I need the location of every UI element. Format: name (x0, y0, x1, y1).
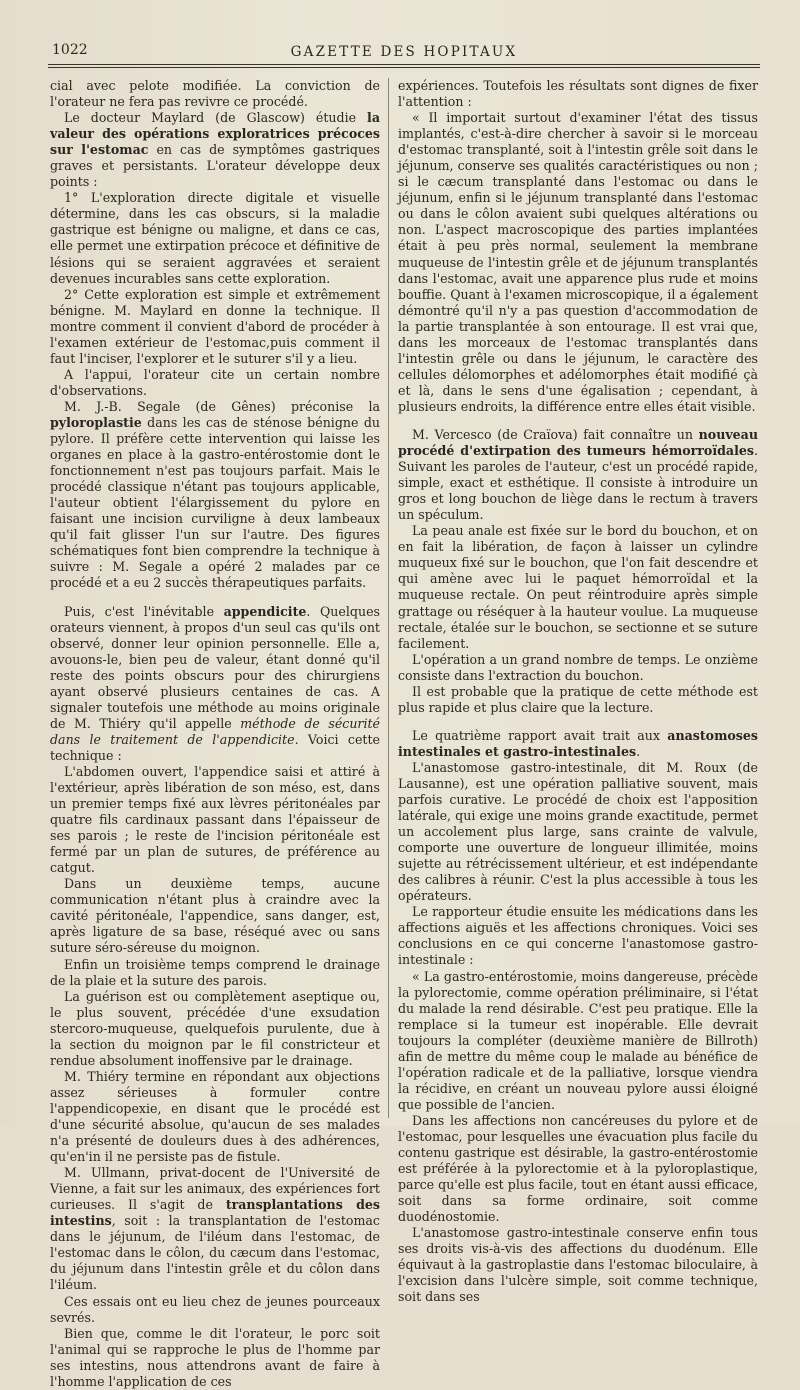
paragraph (50, 287, 380, 367)
paragraph (50, 764, 380, 876)
running-title: GAZETTE DES HOPITAUX (290, 44, 518, 60)
column-divider (388, 78, 389, 1118)
paragraph (50, 1165, 380, 1293)
text-run: 2° Cette exploration est simple et extrêmement bénigne. M. Maylard en donne la technique. Il montre comment il convient d'abord de procéder à l'examen extérieur de l'estomac,puis comment il faut l'inciser, l'explorer et le suturer s'il y a lieu. (50, 286, 380, 366)
bold-topic: transplantations des intestins (50, 1197, 380, 1229)
text-run: dans les cas de sténose bénigne du pylore. Il préfère cette intervention qui laisse les organes en place à la gastro-entérostomie dont le fonctionnement n'est pas toujours parfait. Mais le procédé classique n'étant pas toujours applicable, l'auteur obtient l'élargissement du pylore en faisant une incision curviligne à deux lambeaux qu'il fait glisser l'un sur l'autre. Des figures schématiques font bien comprendre la technique à suivre : M. Segale a opéré 2 malades par ce procédé et a eu 2 succès thérapeutiques parfaits. (50, 414, 380, 591)
text-run: 1° L'exploration directe digitale et visuelle détermine, dans les cas obscurs, si la maladie gastrique est bénigne ou maligne, et dans ce cas, elle permet une extirpation précoce et définitive de lésions qui se seraient aggravées et seraient devenues incurables sans cette exploration. (50, 190, 380, 286)
text-run: Le quatrième rapport avait trait aux (412, 727, 668, 743)
text-run: expériences. Toutefois les résultats sont dignes de fixer l'attention : (398, 78, 758, 110)
paragraph (398, 728, 758, 760)
text-run: cial avec pelote modifiée. La conviction de l'orateur ne fera pas revivre ce procédé. (50, 78, 380, 110)
text-run: . Voici cette technique : (50, 731, 380, 763)
header-rule (48, 64, 760, 65)
bold-topic: pyloroplastie (50, 414, 142, 430)
text-run: « Il importait surtout d'examiner l'état des tissus implantés, c'est-à-dire chercher à savoir si le morceau d'estomac transplanté, soit à l'intestin grêle soit dans le jéjunum, conserve ses qualités caractéristiques ou non ; si le cæcum transplanté dans l'estomac ou dans le jéjunum, enfin si le jéjunum transplanté dans l'estomac ou dans le côlon avaient subi quelques altérations ou non. L'aspect macroscopique des parties implantées était à peu près normal, seulement la membrane muqueuse de l'intestin grêle et de jéjunum transplantés dans l'estomac, avait une apparence plus rude et moins bouffie. Quant à l'examen microscopique, il a également démontré qu'il n'y a pas question d'accommodation de la partie transplantée à son entourage. Il est vrai que, dans les morceaux de l'estomac transplantés dans l'intestin grêle ou dans le jéjunum, le caractère des cellules délomorphes et adélomorphes était modifié çà et là, dans le sens d'une égalisation ; cependant, à plusieurs endroits, la différence entre elles était visible. (398, 110, 758, 414)
page-number: 1022 (52, 42, 88, 58)
text-run: M. Vercesco (de Craïova) fait connaître un (412, 426, 699, 442)
paragraph (50, 1294, 380, 1326)
text-run: . Quelques orateurs viennent, à propos d'un seul cas qu'ils ont observé, donner leur opinion personnelle. Elle a, avouons-le, bien peu de valeur, étant donné qu'il reste des points obscurs pour des chirurgiens ayant observé plusieurs centaines de cas. A signaler toutefois une méthode au moins originale de M. Thiéry qu'il appelle (50, 603, 380, 731)
text-run: M. J.-B. Segale (de Gênes) préconise la (64, 398, 380, 414)
text-run: Dans les affections non cancéreuses du pylore et de l'estomac, pour lesquelles une évacuation plus facile du contenu gastrique est désirable, la gastro-entérostomie est préférée à la pylorectomie et à la pyloroplastique, parce qu'elle est plus facile, tout en étant aussi efficace, soit dans sa forme ordinaire, soit comme duodénostomie. (398, 1112, 758, 1225)
paragraph (50, 876, 380, 956)
text-run: M. Thiéry termine en répondant aux objections assez sérieuses à formuler contre l'appendicopexie, en disant que le procédé est d'une sécurité absolue, qu'aucun de ses malades n'a présenté de douleurs dues à des adhérences, qu'en'in il ne persiste pas de fistule. (50, 1068, 380, 1165)
paragraph (50, 110, 380, 190)
paragraph (398, 904, 758, 968)
text-run: Ces essais ont eu lieu chez de jeunes pourceaux sevrés. (50, 1293, 380, 1325)
text-run: L'abdomen ouvert, l'appendice saisi et attiré à l'extérieur, après libération de son méso, est, dans un premier temps fixé aux lèvres péritonéales par quatre fils cardinaux passant dans l'épaisseur de ses parois ; le reste de l'incision péritonéale est fermé par un plan de sutures, de préférence au catgut. (50, 763, 380, 876)
text-run: , soit : la transplantation de l'estomac dans le jéjunum, de l'iléum dans l'estomac, de l'estomac dans le côlon, du cæcum dans l'estomac, du jéjunum dans l'intestin grêle et du côlon dans l'iléum. (50, 1213, 380, 1293)
text-run: en cas de symptômes gastriques graves et persistants. L'orateur développe deux points : (50, 142, 380, 190)
text-run: Le docteur Maylard (de Glascow) étudie (64, 110, 368, 126)
paragraph (50, 190, 380, 286)
paragraph (50, 399, 380, 592)
bold-topic: anastomoses intestinales et gastro-intestinales (398, 727, 758, 759)
paragraph (398, 684, 758, 716)
paragraph (50, 1069, 380, 1165)
text-run: . (636, 743, 641, 759)
page-header (48, 38, 760, 64)
text-run: La guérison est ou complètement aseptique ou, le plus souvent, précédée d'une exsudation stercoro-muqueuse, quelquefois purulente, due à la section du moignon par le fil constricteur et rendue absolument inoffensive par le drainage. (50, 988, 380, 1068)
paragraph (398, 969, 758, 1113)
paragraph (50, 78, 380, 110)
left-column (50, 78, 380, 1389)
text-run: Il est probable que la pratique de cette méthode est plus rapide et plus claire que la lecture. (398, 683, 758, 715)
text-run: Puis, c'est l'inévitable (64, 603, 224, 619)
paragraph (398, 1113, 758, 1225)
text-run: Bien que, comme le dit l'orateur, le porc soit l'animal qui se rapproche le plus de l'homme par ses intestins, nous attendrons avant de faire à l'homme l'application de ces (50, 1325, 380, 1389)
paragraph (50, 1326, 380, 1390)
text-run: Enfin un troisième temps comprend le drainage de la plaie et la suture des parois. (50, 956, 380, 988)
paragraph (398, 110, 758, 415)
text-run: M. Ullmann, privat-docent de l'Université de Vienne, a fait sur les animaux, des expériences fort curieuses. Il s'agit de (50, 1165, 380, 1213)
text-run: Dans un deuxième temps, aucune communication n'étant plus à craindre avec la cavité péritonéale, l'appendice, sans danger, est, après ligature de sa base, réséqué avec ou sans suture séro-séreuse du moignon. (50, 876, 380, 956)
text-run: L'anastomose gastro-intestinale, dit M. Roux (de Lausanne), est une opération palliative souvent, mais parfois curative. Le procédé de choix est l'apposition latérale, qui exige une moins grande exactitude, permet un accolement plus large, sans crainte de valvule, comporte une ouverture de longueur illimitée, moins sujette au rétrécissement ultérieur, et est indépendante des calibres à réunir. C'est la plus accessible à tous les opérateurs. (398, 759, 758, 904)
text-run: « La gastro-entérostomie, moins dangereuse, précède la pylorectomie, comme opération préliminaire, si l'état du malade la rend désirable. C'est peu pratique. Elle la remplace si la tumeur est inopérable. Elle devrait toujours la compléter (deuxième manière de Billroth) afin de mettre du même coup le malade au bénéfice de l'opération radicale et de la palliative, lorsque viendra la récidive, en créant un nouveau pylore aussi éloigné que possible de l'ancien. (398, 968, 758, 1112)
paragraph (50, 367, 380, 399)
bold-topic: appendicite (223, 603, 307, 619)
paragraph (398, 1225, 758, 1305)
text-run: Le rapporteur étudie ensuite les médications dans les affections aiguës et les affections chroniques. Voici ses conclusions en ce qui concerne l'anastomose gastro-intestinale : (398, 904, 758, 968)
italic-phrase: méthode de sécurité dans le traitement de l'appendicite (50, 715, 380, 747)
bold-topic: la valeur des opérations exploratrices précoces sur l'estomac (50, 110, 380, 158)
bold-topic: nouveau procédé d'extirpation des tumeurs hémorroïdales (398, 426, 758, 459)
header-rule-double (48, 67, 760, 68)
paragraph (398, 652, 758, 684)
paragraph (398, 523, 758, 651)
text-run: A l'appui, l'orateur cite un certain nombre d'observations. (50, 366, 380, 398)
text-run: L'opération a un grand nombre de temps. Le onzième consiste dans l'extraction du bouchon. (398, 651, 758, 683)
paragraph (398, 78, 758, 110)
text-run: . Suivant les paroles de l'auteur, c'est un procédé rapide, simple, exact et esthétique. Il consiste à introduire un gros et long bouchon de liège dans le rectum à travers un spéculum. (398, 443, 758, 523)
text-run: L'anastomose gastro-intestinale conserve enfin tous ses droits vis-à-vis des affections du duodénum. Elle équivaut à la gastroplastie dans l'estomac biloculaire, à l'excision dans l'ulcère simple, soit comme technique, soit dans ses (398, 1225, 758, 1305)
paragraph (398, 427, 758, 523)
paragraph (50, 989, 380, 1069)
right-column (398, 78, 758, 1305)
text-run: La peau anale est fixée sur le bord du bouchon, et on en fait la libération, de façon à laisser un cylindre muqueux fixé sur le bouchon, que l'on fait descendre et qui amène avec lui le paquet hémorroïdal et la muqueuse rectale. On peut réintroduire après simple grattage ou réséquer à la hauteur voulue. La muqueuse rectale, étalée sur le bouchon, se sectionne et se suture facilement. (398, 523, 758, 651)
paragraph (50, 957, 380, 989)
paragraph (398, 760, 758, 904)
paragraph (50, 604, 380, 764)
